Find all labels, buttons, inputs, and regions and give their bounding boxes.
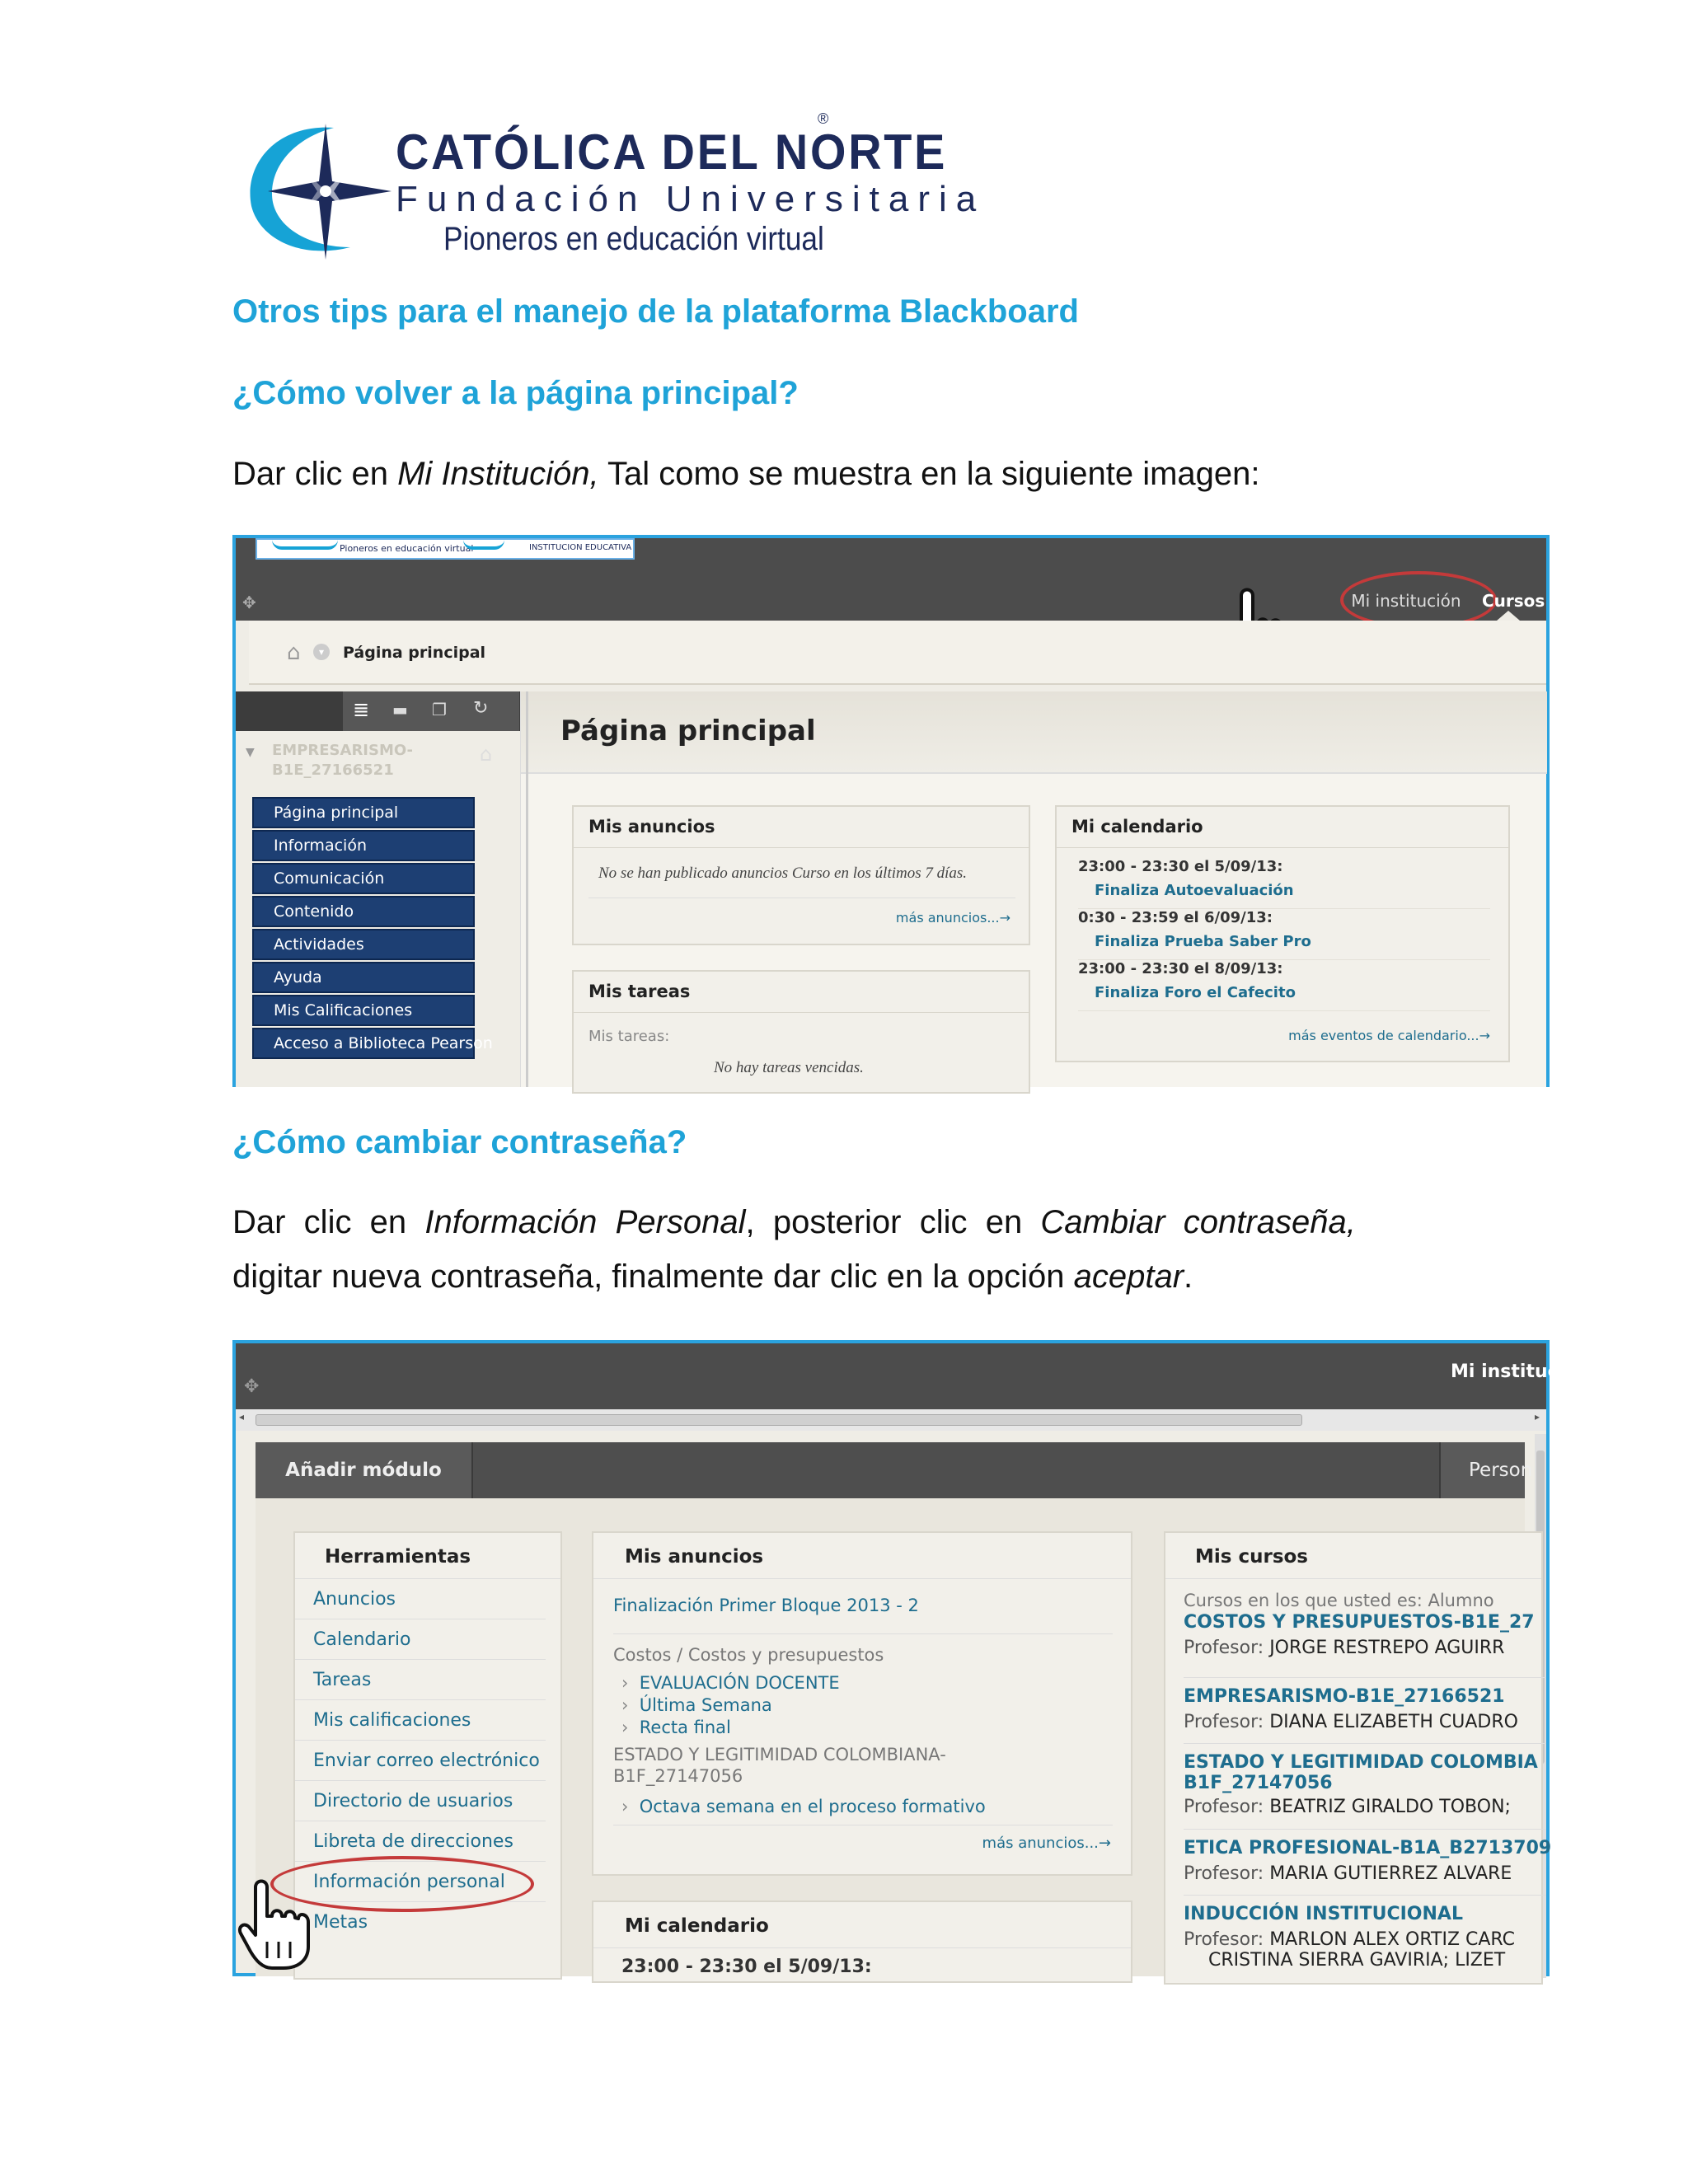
section2-heading: ¿Cómo cambiar contraseña? bbox=[232, 1124, 687, 1160]
doc-title: Otros tips para el manejo de la plataforma Blackboard bbox=[232, 293, 1079, 330]
personalize-button[interactable]: Person bbox=[1439, 1442, 1525, 1498]
menu-item-informacion[interactable]: Información bbox=[252, 830, 475, 861]
announcement-group: ESTADO Y LEGITIMIDAD COLOMBIANA- B1F_27147056 bbox=[613, 1745, 946, 1786]
module-header: Mis tareas bbox=[574, 972, 1029, 1013]
list-item[interactable]: › Última Semana bbox=[621, 1695, 772, 1715]
list-item: ETICA PROFESIONAL-B1A_B2713709 Profesor: MARIA GUTIERREZ ALVARE bbox=[1184, 1830, 1546, 1896]
list-item: COSTOS Y PRESUPUESTOS-B1E_27 Profesor: JORGE RESTREPO AGUIRR bbox=[1184, 1612, 1546, 1678]
section1-heading: ¿Cómo volver a la página principal? bbox=[232, 375, 799, 411]
menu-item-comunicacion[interactable]: Comunicación bbox=[252, 863, 475, 894]
module-herramientas bbox=[293, 1531, 562, 1980]
menu-item-pagina-principal[interactable]: Página principal bbox=[252, 797, 475, 828]
list-item: EMPRESARISMO-B1E_27166521 Profesor: DIANA ELIZABETH CUADRO bbox=[1184, 1678, 1546, 1744]
course-name: EMPRESARISMO- B1E_27166521 bbox=[272, 742, 413, 779]
section1-paragraph: Dar clic en Mi Institución, Tal como se muestra en la siguiente imagen: bbox=[232, 456, 1260, 492]
screenshot-main-page bbox=[232, 535, 1550, 1087]
calendar-event[interactable]: 0:30 - 23:59 el 6/09/13: Finaliza Prueba Saber Pro bbox=[1078, 909, 1490, 960]
page-title: Página principal bbox=[560, 715, 816, 748]
module-mis-anuncios bbox=[592, 1531, 1132, 1876]
menu-item-actividades[interactable]: Actividades bbox=[252, 929, 475, 960]
top-nav-bar bbox=[236, 1343, 1546, 1409]
window-icon[interactable]: ❐ bbox=[432, 700, 447, 719]
more-announcements-link[interactable]: más anuncios...→ bbox=[982, 1835, 1111, 1852]
screenshot-personal-info bbox=[232, 1340, 1559, 1977]
module-header: Herramientas bbox=[295, 1533, 560, 1579]
module-header: Mi calendario bbox=[1057, 807, 1508, 848]
section2-line1: Dar clic en Información Personal, posterior clic en Cambiar contraseña, bbox=[232, 1204, 1356, 1240]
folder-view-icon[interactable]: ▬ bbox=[392, 700, 408, 719]
course-link[interactable]: INDUCCIÓN INSTITUCIONAL bbox=[1184, 1904, 1463, 1924]
banner-strip: Pioneros en educación virtual INSTITUCION EDUCATIVA bbox=[256, 538, 635, 560]
more-calendar-link[interactable]: más eventos de calendario...→ bbox=[1288, 1028, 1490, 1043]
tab-cursos[interactable]: Cursos bbox=[1482, 591, 1545, 611]
tab-mi-institucion[interactable]: Mi institución bbox=[1351, 591, 1461, 611]
module-mis-tareas bbox=[572, 970, 1030, 1094]
section2-line2: digitar nueva contraseña, finalmente dar clic en la opción aceptar. bbox=[232, 1258, 1193, 1295]
logo-line1: CATÓLICA DEL NORTE bbox=[396, 124, 948, 180]
tool-calendario[interactable]: Calendario bbox=[295, 1619, 546, 1660]
logo bbox=[235, 115, 400, 264]
calendar-events bbox=[1078, 858, 1490, 1011]
menu-item-calificaciones[interactable]: Mis Calificaciones bbox=[252, 995, 475, 1026]
calendar-event[interactable]: 23:00 - 23:30 el 5/09/13: bbox=[621, 1957, 872, 1977]
module-header: Mis anuncios bbox=[593, 1533, 1131, 1579]
announcement-link[interactable]: Finalización Primer Bloque 2013 - 2 bbox=[613, 1596, 919, 1615]
tool-mis-calificaciones[interactable]: Mis calificaciones bbox=[295, 1700, 546, 1741]
module-mis-anuncios bbox=[572, 805, 1030, 945]
menu-item-biblioteca[interactable]: Acceso a Biblioteca Pearson bbox=[252, 1028, 475, 1059]
module-header: Mi calendario bbox=[593, 1902, 1131, 1948]
tool-metas[interactable]: Metas bbox=[313, 1912, 368, 1933]
main-content bbox=[520, 691, 1546, 1087]
horizontal-scrollbar[interactable]: ◂ ▸ bbox=[236, 1409, 1546, 1431]
list-item[interactable]: › Recta final bbox=[621, 1718, 731, 1737]
course-role: Cursos en los que usted es: Alumno bbox=[1184, 1591, 1494, 1610]
course-link[interactable]: ESTADO Y LEGITIMIDAD COLOMBIA B1F_27147056 bbox=[1184, 1752, 1538, 1793]
logo-line2: Fundación Universitaria bbox=[396, 179, 986, 219]
announcement-group: Costos / Costos y presupuestos bbox=[613, 1645, 884, 1665]
module-mis-cursos bbox=[1164, 1531, 1552, 1985]
logo-registered: ® bbox=[818, 110, 829, 127]
add-module-button[interactable]: Añadir módulo bbox=[256, 1442, 473, 1498]
tareas-empty: No hay tareas vencidas. bbox=[714, 1059, 864, 1076]
tareas-label: Mis tareas: bbox=[588, 1028, 670, 1045]
course-link[interactable]: COSTOS Y PRESUPUESTOS-B1E_27 bbox=[1184, 1612, 1535, 1633]
breadcrumb-bar bbox=[249, 621, 1546, 685]
calendar-event[interactable]: 23:00 - 23:30 el 8/09/13: Finaliza Foro el Cafecito bbox=[1078, 960, 1490, 1011]
tab-mi-institucion[interactable]: Mi instituc bbox=[1451, 1361, 1559, 1382]
list-view-icon[interactable]: ≣ bbox=[353, 698, 370, 721]
tool-informacion-personal[interactable]: Información personal bbox=[295, 1862, 546, 1902]
tool-directorio-usuarios[interactable]: Directorio de usuarios bbox=[295, 1781, 546, 1821]
module-header: Mis cursos bbox=[1165, 1533, 1541, 1579]
module-header: Mis anuncios bbox=[574, 807, 1029, 848]
list-item[interactable]: › Octava semana en el proceso formativo bbox=[621, 1797, 986, 1816]
calendar-event[interactable]: 23:00 - 23:30 el 5/09/13: Finaliza Autoevaluación bbox=[1078, 858, 1490, 909]
course-menu-list bbox=[252, 797, 493, 1059]
list-item[interactable]: › EVALUACIÓN DOCENTE bbox=[621, 1673, 840, 1693]
hand-pointer-icon bbox=[231, 1871, 321, 1978]
chevron-down-icon[interactable]: ▾ bbox=[313, 644, 330, 660]
announcement-list bbox=[621, 1673, 840, 1740]
tool-anuncios[interactable]: Anuncios bbox=[295, 1579, 546, 1619]
logo-line3: Pioneros en educación virtual bbox=[443, 221, 824, 257]
list-item: INDUCCIÓN INSTITUCIONAL Profesor: MARLON ALEX ORTIZ CARC CRISTINA SIERRA GAVIRIA; LIZET bbox=[1184, 1896, 1546, 1978]
compass-logo-icon bbox=[235, 115, 400, 264]
move-handle-icon[interactable]: ✥ bbox=[242, 593, 256, 612]
list-item: ESTADO Y LEGITIMIDAD COLOMBIA B1F_27147056 Profesor: BEATRIZ GIRALDO TOBON; bbox=[1184, 1744, 1546, 1830]
module-toolbar bbox=[256, 1442, 1533, 1498]
tool-enviar-correo[interactable]: Enviar correo electrónico bbox=[295, 1741, 546, 1781]
course-home-icon[interactable]: ⌂ bbox=[480, 743, 493, 766]
course-link[interactable]: ETICA PROFESIONAL-B1A_B2713709 bbox=[1184, 1838, 1552, 1858]
course-link[interactable]: EMPRESARISMO-B1E_27166521 bbox=[1184, 1686, 1505, 1707]
menu-item-contenido[interactable]: Contenido bbox=[252, 896, 475, 927]
course-list bbox=[1184, 1612, 1552, 1978]
home-icon[interactable]: ⌂ bbox=[287, 640, 301, 665]
anuncios-empty: No se han publicado anuncios Curso en los últimos 7 días. bbox=[598, 865, 968, 882]
move-handle-icon[interactable]: ✥ bbox=[244, 1376, 260, 1397]
more-announcements-link[interactable]: más anuncios...→ bbox=[895, 910, 1010, 926]
breadcrumb: Página principal bbox=[343, 644, 486, 662]
module-mi-calendario bbox=[592, 1900, 1132, 1983]
course-menu bbox=[236, 691, 520, 1087]
collapse-icon[interactable]: ▼ bbox=[246, 746, 255, 759]
tool-tareas[interactable]: Tareas bbox=[295, 1660, 546, 1700]
active-tab-pointer bbox=[1497, 611, 1520, 621]
menu-item-ayuda[interactable]: Ayuda bbox=[252, 962, 475, 993]
refresh-icon[interactable]: ↻ bbox=[473, 698, 489, 719]
course-menu-toolbar bbox=[236, 691, 520, 731]
module-mi-calendario bbox=[1055, 805, 1510, 1062]
tool-libreta-direcciones[interactable]: Libreta de direcciones bbox=[295, 1821, 546, 1862]
